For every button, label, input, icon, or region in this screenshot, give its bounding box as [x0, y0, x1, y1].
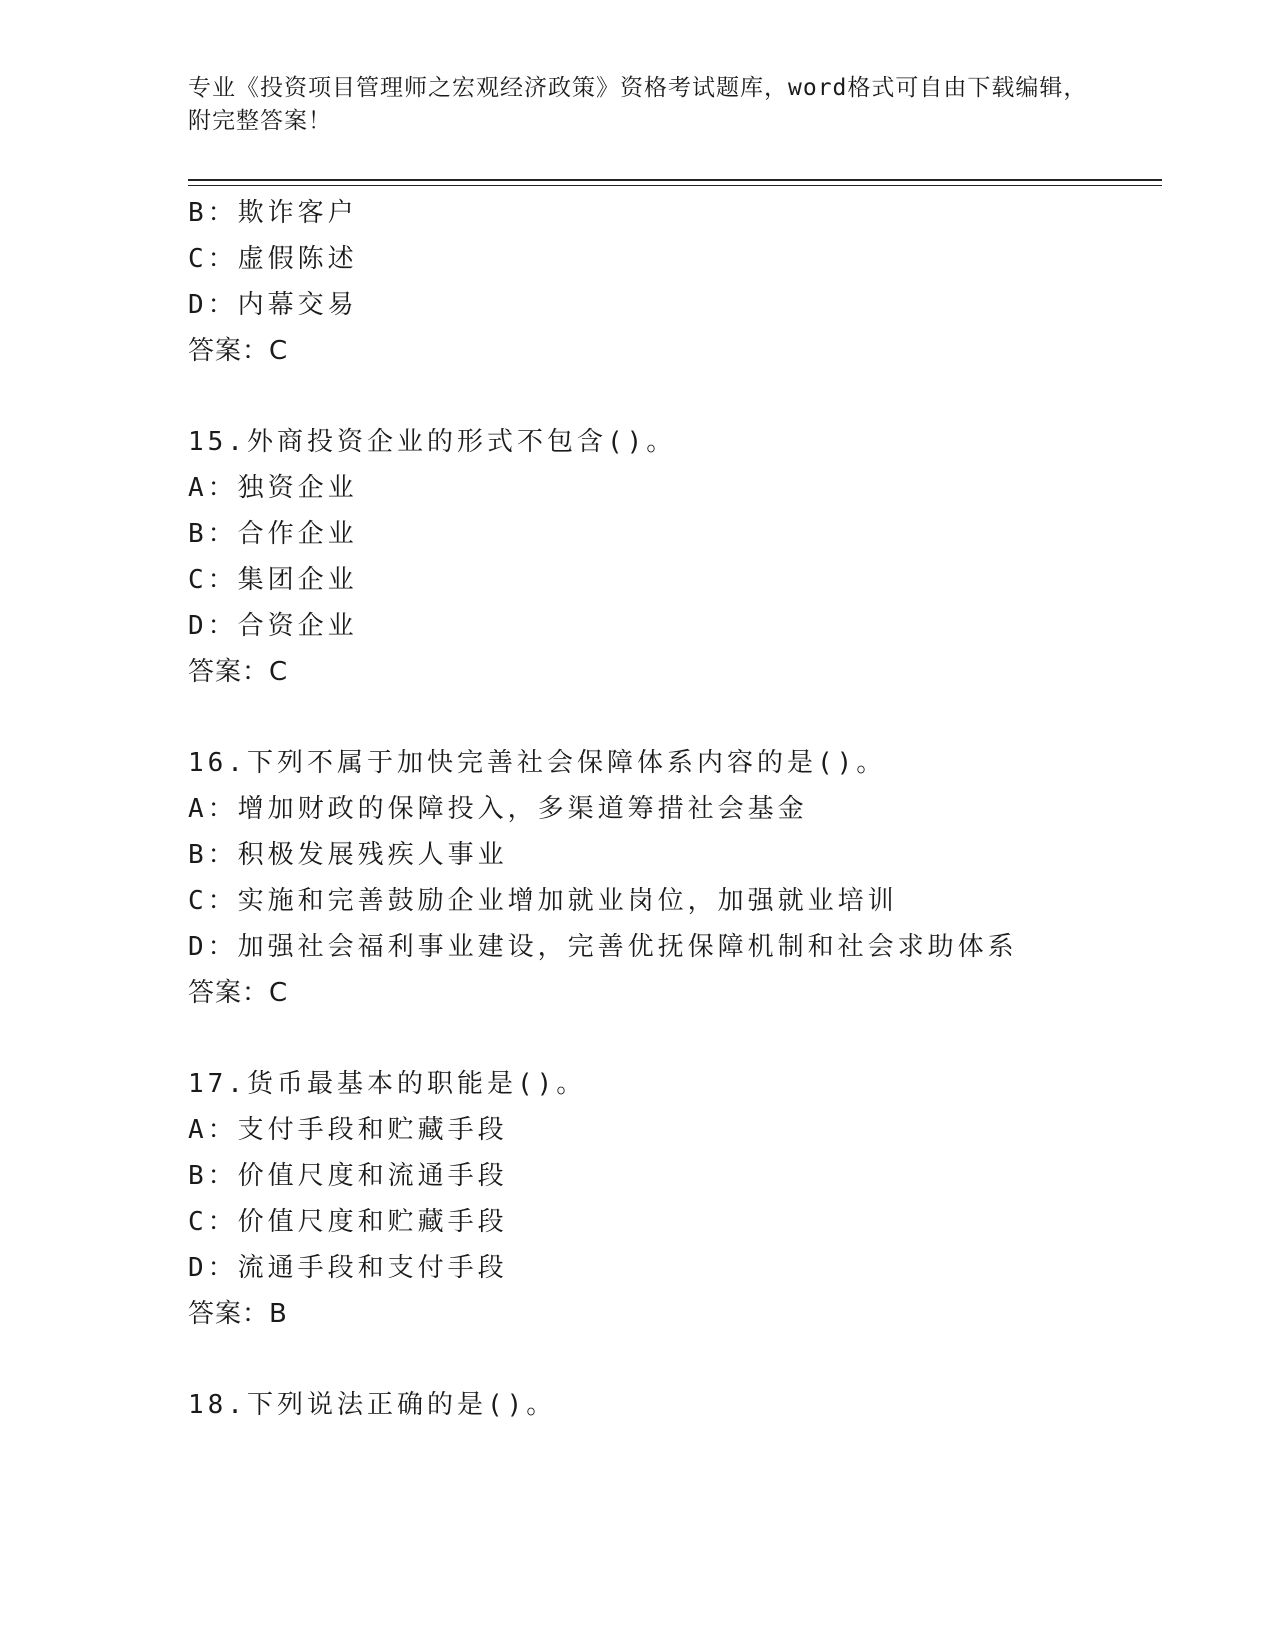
header-text: 专业《投资项目管理师之宏观经济政策》资格考试题库，word格式可自由下载编辑，附完整答案！: [188, 75, 1088, 134]
option-b: B：积极发展残疾人事业: [188, 840, 508, 870]
option-b: B：欺诈客户: [188, 198, 358, 228]
question-15: [188, 419, 1162, 695]
option-b: B：价值尺度和流通手段: [188, 1161, 508, 1191]
spacer: [188, 1016, 1162, 1061]
option-a: A：增加财政的保障投入，多渠道筹措社会基金: [188, 794, 808, 824]
question-17: [188, 1061, 1162, 1337]
question-stem: 15.外商投资企业的形式不包含()。: [188, 427, 677, 457]
spacer: [188, 695, 1162, 740]
option-c: C：实施和完善鼓励企业增加就业岗位，加强就业培训: [188, 886, 898, 916]
document-header: [188, 72, 1088, 138]
option-d: D：流通手段和支付手段: [188, 1253, 508, 1283]
option-c: C：集团企业: [188, 565, 358, 595]
option-a: A：支付手段和贮藏手段: [188, 1115, 508, 1145]
option-c: C：虚假陈述: [188, 244, 358, 274]
answer: 答案：C: [188, 657, 289, 687]
option-d: D：合资企业: [188, 611, 358, 641]
question-stem: 17.货币最基本的职能是()。: [188, 1069, 587, 1099]
answer: 答案：B: [188, 1299, 288, 1329]
option-d: D：内幕交易: [188, 290, 358, 320]
option-c: C：价值尺度和贮藏手段: [188, 1207, 508, 1237]
spacer: [188, 1337, 1162, 1382]
option-a: A：独资企业: [188, 473, 358, 503]
question-18: [188, 1382, 1162, 1428]
option-b: B：合作企业: [188, 519, 358, 549]
option-d: D：加强社会福利事业建设，完善优抚保障机制和社会求助体系: [188, 932, 1018, 962]
header-divider-thin: [188, 185, 1162, 186]
spacer: [188, 374, 1162, 419]
question-stem: 18.下列说法正确的是()。: [188, 1390, 557, 1420]
answer: 答案：C: [188, 336, 289, 366]
question-list: [188, 190, 1162, 1428]
answer: 答案：C: [188, 978, 289, 1008]
question-stem: 16.下列不属于加快完善社会保障体系内容的是()。: [188, 748, 887, 778]
question-16: [188, 740, 1162, 1016]
question-14-tail: [188, 190, 1162, 374]
header-divider-thick: [188, 179, 1162, 181]
